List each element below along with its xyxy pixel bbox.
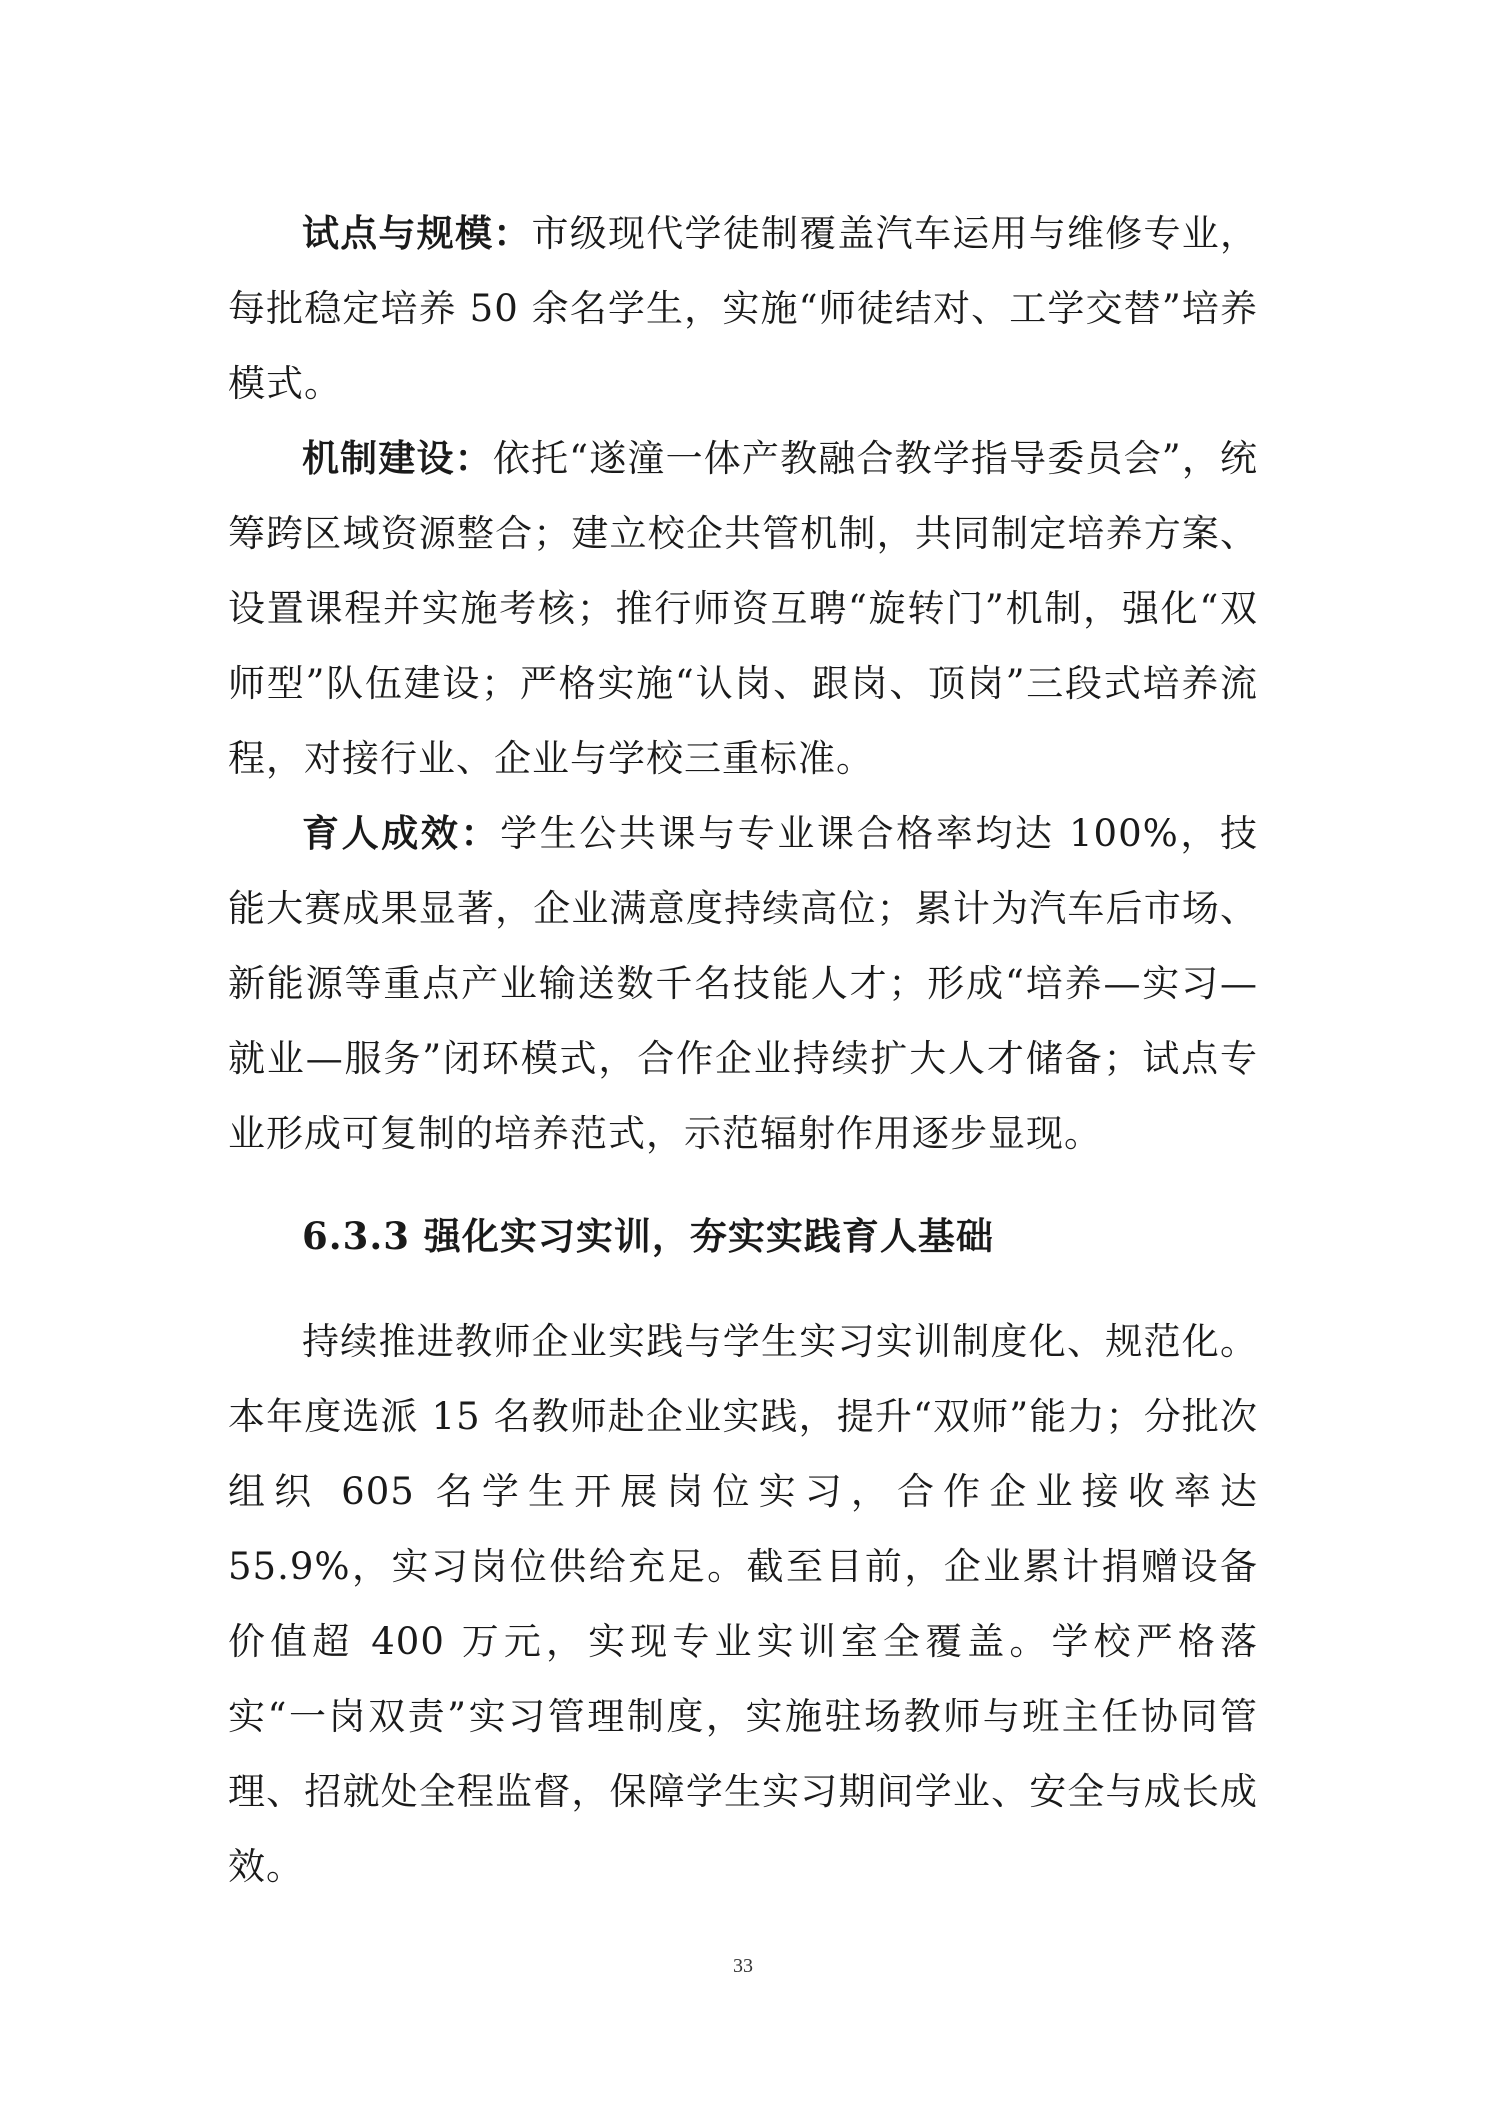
paragraph-text: 学生公共课与专业课合格率均达 100%，技能大赛成果显著，企业满意度持续高位；累计为汽车后市场、新能源等重点产业输送数千名技能人才；形成“培养—实习—就业—服务”闭环模式，合作企业持续扩大人才储备；试点专业形成可复制的培养范式，示范辐射作用逐步显现。 xyxy=(228,812,1258,1155)
section-heading: 6.3.3 强化实习实训，夯实实践育人基础 xyxy=(302,1214,994,1258)
paragraph-lead: 机制建设： xyxy=(302,436,493,480)
section-body: 持续推进教师企业实践与学生实习实训制度化、规范化。本年度选派 15 名教师赴企业实践，提升“双师”能力；分批次组织 605 名学生开展岗位实习，合作企业接收率达 55.9%，实习岗位供给充足。截至目前，企业累计捐赠设备价值超 400 万元，实现专业实训室全覆盖。学校严格落实“一岗双责”实习管理制度，实施驻场教师与班主任协同管理、招就处全程监督，保障学生实习期间学业、安全与成长成效。 xyxy=(228,1320,1258,1888)
paragraph-text: 市级现代学徒制覆盖汽车运用与维修专业，每批稳定培养 50 余名学生，实施“师徒结对、工学交替”培养模式。 xyxy=(228,212,1258,405)
page-content xyxy=(228,196,1258,1904)
paragraph-pilot-scale xyxy=(228,196,1258,421)
paragraph-lead: 育人成效： xyxy=(302,811,501,855)
page-number: 33 xyxy=(733,1955,753,1977)
paragraph-outcomes xyxy=(228,796,1258,1171)
paragraph-text: 依托“遂潼一体产教融合教学指导委员会”，统筹跨区域资源整合；建立校企共管机制，共同制定培养方案、设置课程并实施考核；推行师资互聘“旋转门”机制，强化“双师型”队伍建设；严格实施“认岗、跟岗、顶岗”三段式培养流程，对接行业、企业与学校三重标准。 xyxy=(228,437,1258,780)
paragraph-lead: 试点与规模： xyxy=(302,211,532,255)
paragraph-mechanism xyxy=(228,421,1258,796)
